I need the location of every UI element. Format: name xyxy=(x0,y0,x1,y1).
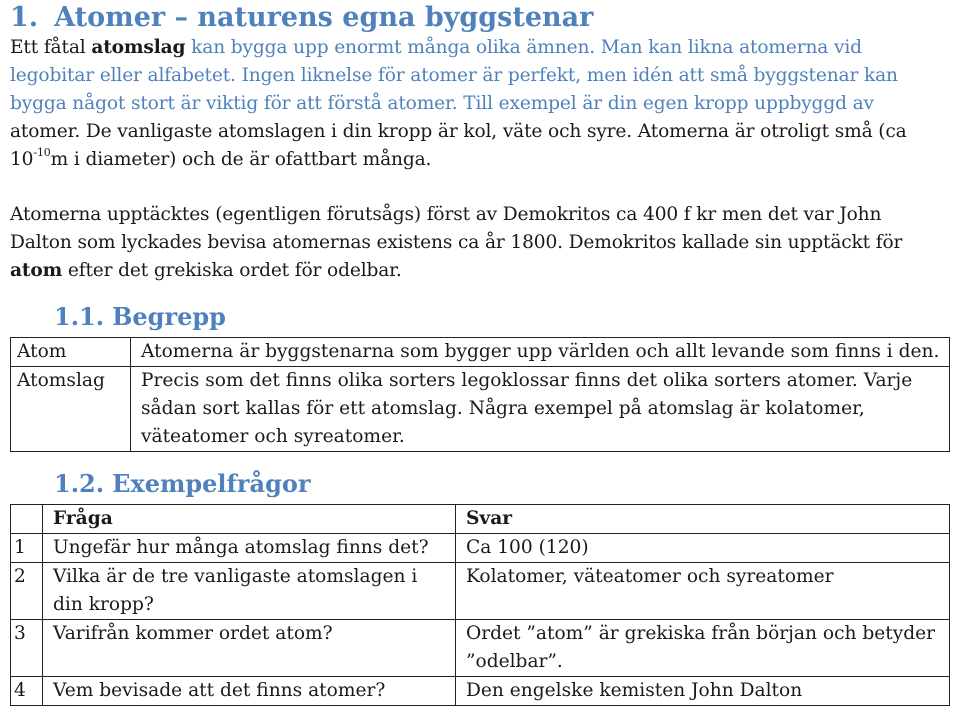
row-number-cell: 3 xyxy=(11,620,43,677)
chapter-title: Atomer – naturens egna byggstenar xyxy=(54,2,594,33)
table-row xyxy=(11,338,950,367)
table-row xyxy=(11,677,950,706)
intro-line-5: $10^{-10}m$ i diameter) och de är ofattbart många. xyxy=(10,146,432,170)
intro-line-2: legobitar eller alfabetet. Ingen liknelse för atomer är perfekt, men idén att små byggstenar kan xyxy=(10,65,898,86)
intro-paragraph xyxy=(10,34,945,174)
question-cell: Varifrån kommer ordet atom? xyxy=(43,620,456,677)
row-number-cell: 4 xyxy=(11,677,43,706)
question-cell: Vilka är de tre vanligaste atomslagen i din kropp? xyxy=(43,563,456,620)
intro-line-3: bygga något stort är viktig för att förstå atomer. Till exempel är din egen kropp uppbyggd av xyxy=(10,93,874,114)
table-header-row xyxy=(11,505,950,534)
table-row xyxy=(11,534,950,563)
answer-cell: Den engelske kemisten John Dalton xyxy=(456,677,950,706)
row-number-cell: 1 xyxy=(11,534,43,563)
questions-table xyxy=(10,504,950,706)
chapter-heading xyxy=(10,2,593,33)
answer-cell: Ordet ”atom” är grekiska från början och betyder ”odelbar”. xyxy=(456,620,950,677)
intro-line-4: atomer. De vanligaste atomslagen i din kropp är kol, väte och syre. Atomerna är otroligt små (ca xyxy=(10,121,907,142)
term-cell: Atom xyxy=(11,338,131,367)
section-heading-begrepp: 1.1. Begrepp xyxy=(54,302,226,331)
question-header-cell: Fråga xyxy=(43,505,456,534)
term-cell: Atomslag xyxy=(11,367,131,452)
chapter-number: 1. xyxy=(10,2,39,33)
answer-cell: Kolatomer, väteatomer och syreatomer xyxy=(456,563,950,620)
table-row xyxy=(11,563,950,620)
row-number-cell: 2 xyxy=(11,563,43,620)
definition-cell: Precis som det finns olika sorters legoklossar finns det olika sorters atomer. Varje sådan sort kallas för ett atomslag. Några exempel på atomslag är kolatomer, väteatomer och syreatomer. xyxy=(131,367,950,452)
question-cell: Ungefär hur många atomslag finns det? xyxy=(43,534,456,563)
table-row xyxy=(11,620,950,677)
table-row xyxy=(11,367,950,452)
definition-cell: Atomerna är byggstenarna som bygger upp världen och allt levande som finns i den. xyxy=(131,338,950,367)
intro-line-1: Ett fåtal atomslag kan bygga upp enormt många olika ämnen. Man kan likna atomerna vid xyxy=(10,37,862,58)
terms-table xyxy=(10,337,950,452)
history-line-1: Atomerna upptäcktes (egentligen förutsågs) först av Demokritos ca 400 f kr men det var John xyxy=(10,204,882,225)
history-paragraph xyxy=(10,201,945,285)
answer-cell: Ca 100 (120) xyxy=(456,534,950,563)
section-heading-exempelfragor: 1.2. Exempelfrågor xyxy=(54,469,311,498)
history-line-3: atom efter det grekiska ordet för odelbar. xyxy=(10,260,402,281)
answer-header-cell: Svar xyxy=(456,505,950,534)
question-cell: Vem bevisade att det finns atomer? xyxy=(43,677,456,706)
history-line-2: Dalton som lyckades bevisa atomernas existens ca år 1800. Demokritos kallade sin upptäckt för xyxy=(10,232,903,253)
number-header-cell xyxy=(11,505,43,534)
